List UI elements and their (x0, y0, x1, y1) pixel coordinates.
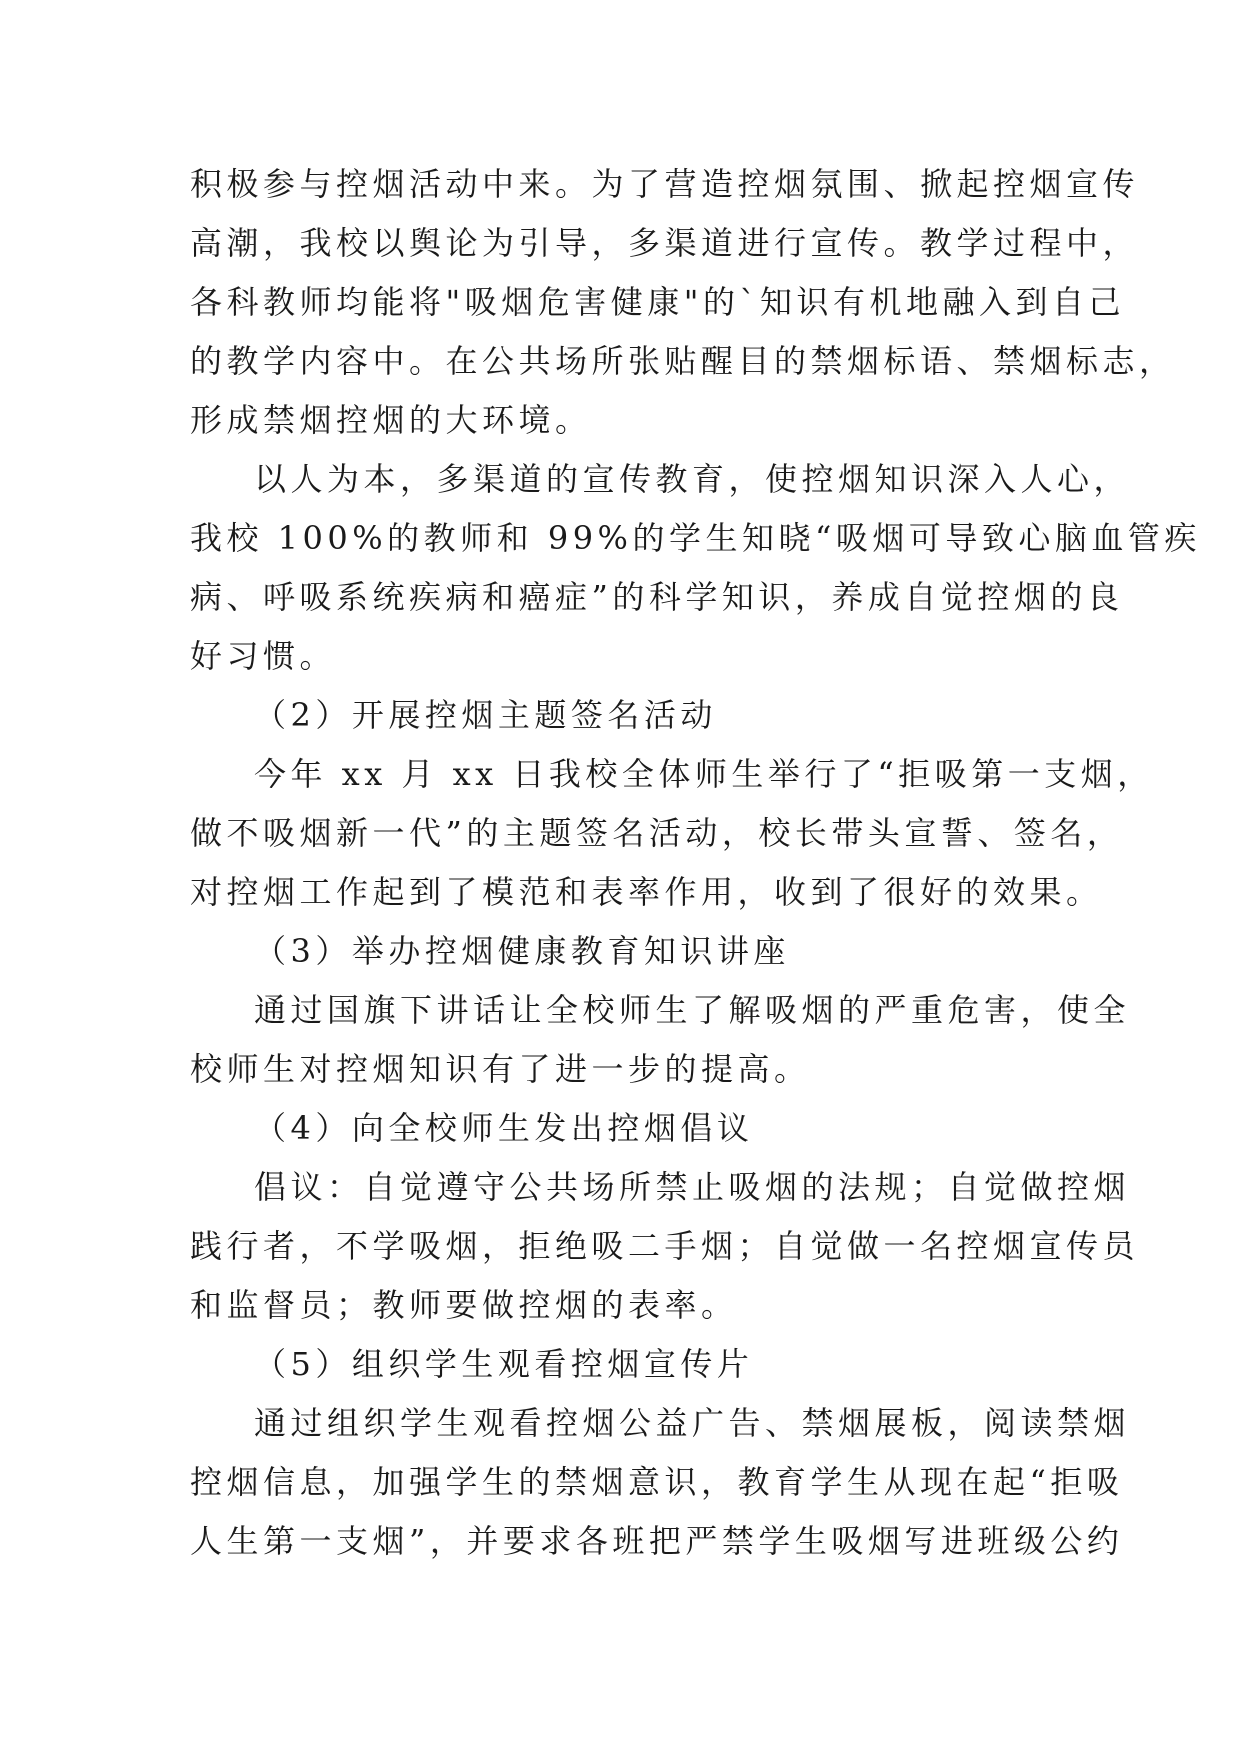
text-line: 病、呼吸系统疾病和癌症”的科学知识，养成自觉控烟的良 (190, 578, 1124, 616)
paragraph-start-line: 通过组织学生观看控烟公益广告、禁烟展板，阅读禁烟 (254, 1404, 1131, 1442)
text-line: 形成禁烟控烟的大环境。 (190, 401, 592, 439)
text-line: 做不吸烟新一代”的主题签名活动，校长带头宣誓、签名， (190, 814, 1124, 852)
text-line: 和监督员；教师要做控烟的表率。 (190, 1286, 738, 1324)
section-heading-4: （4）向全校师生发出控烟倡议 (254, 1109, 754, 1147)
section-heading-3: （3）举办控烟健康教育知识讲座 (254, 932, 790, 970)
text-line: 高潮，我校以舆论为引导，多渠道进行宣传。教学过程中， (190, 224, 1140, 262)
paragraph-start-line: 倡议：自觉遵守公共场所禁止吸烟的法规；自觉做控烟 (254, 1168, 1131, 1206)
section-heading-2: （2）开展控烟主题签名活动 (254, 696, 717, 734)
text-line: 好习惯。 (190, 637, 337, 675)
text-line: 的教学内容中。在公共场所张贴醒目的禁烟标语、禁烟标志， (190, 342, 1176, 380)
text-line: 校师生对控烟知识有了进一步的提高。 (190, 1050, 811, 1088)
text-line: 控烟信息，加强学生的禁烟意识，教育学生从现在起“拒吸 (190, 1463, 1124, 1501)
text-line: 践行者，不学吸烟，拒绝吸二手烟；自觉做一名控烟宣传员 (190, 1227, 1140, 1265)
text-line: 人生第一支烟”，并要求各班把严禁学生吸烟写进班级公约 (190, 1522, 1124, 1560)
text-line: 各科教师均能将"吸烟危害健康"的`知识有机地融入到自己 (190, 283, 1125, 321)
text-line: 我校 100%的教师和 99%的学生知晓“吸烟可导致心脑血管疾 (190, 519, 1201, 557)
section-heading-5: （5）组织学生观看控烟宣传片 (254, 1345, 754, 1383)
paragraph-start-line: 今年 xx 月 xx 日我校全体师生举行了“拒吸第一支烟， (254, 755, 1154, 793)
paragraph-start-line: 以人为本，多渠道的宣传教育，使控烟知识深入人心， (254, 460, 1131, 498)
paragraph-start-line: 通过国旗下讲话让全校师生了解吸烟的严重危害，使全 (254, 991, 1131, 1029)
text-line: 对控烟工作起到了模范和表率作用，收到了很好的效果。 (190, 873, 1103, 911)
document-body (190, 155, 1201, 1571)
text-line: 积极参与控烟活动中来。为了营造控烟氛围、掀起控烟宣传 (190, 165, 1140, 203)
